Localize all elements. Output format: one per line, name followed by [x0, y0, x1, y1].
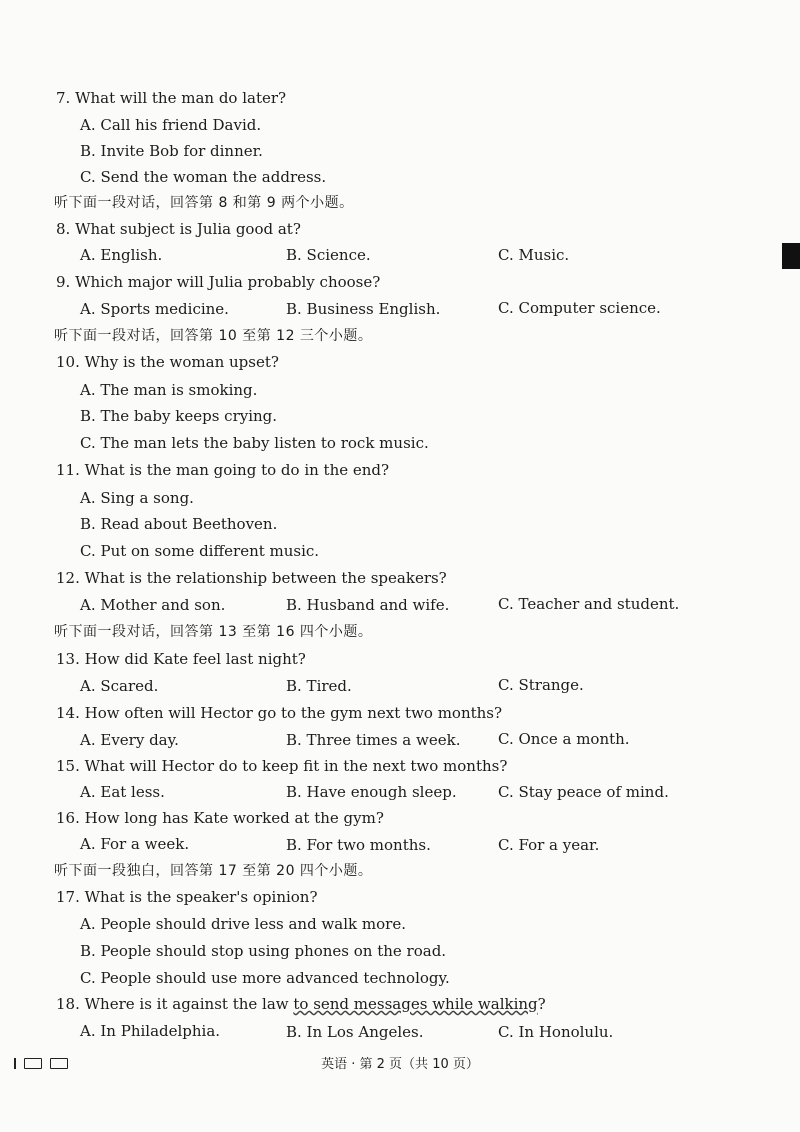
option-16a: A. For a week.	[80, 835, 190, 853]
option-18a: A. In Philadelphia.	[80, 1022, 221, 1040]
option-10a: A. The man is smoking.	[80, 381, 258, 399]
option-15c: C. Stay peace of mind.	[498, 783, 669, 801]
option-8b: B. Science.	[286, 246, 371, 264]
option-9b: B. Business English.	[286, 300, 441, 318]
question-14: 14. How often will Hector go to the gym next two months?	[56, 704, 503, 722]
option-14a: A. Every day.	[80, 731, 179, 749]
instruction-q13-q16: 听下面一段对话，回答第 13 至第 16 四个小题。	[54, 624, 373, 640]
option-15a: A. Eat less.	[80, 783, 165, 801]
option-13c: C. Strange.	[498, 676, 584, 694]
question-18-underlined: to send messages while walking	[293, 995, 538, 1013]
question-18	[56, 994, 546, 1014]
option-7c: C. Send the woman the address.	[80, 168, 327, 186]
question-9: 9. Which major will Julia probably choose?	[56, 273, 381, 291]
option-16c: C. For a year.	[498, 836, 600, 854]
question-16: 16. How long has Kate worked at the gym?	[56, 809, 384, 827]
question-10: 10. Why is the woman upset?	[56, 353, 279, 371]
option-11c: C. Put on some different music.	[80, 542, 320, 560]
option-17c: C. People should use more advanced technology.	[80, 969, 450, 987]
option-12a: A. Mother and son.	[80, 596, 226, 614]
option-13b: B. Tired.	[286, 677, 352, 695]
question-8: 8. What subject is Julia good at?	[56, 220, 301, 238]
option-17b: B. People should stop using phones on the road.	[80, 942, 447, 960]
instruction-q10-q12: 听下面一段对话，回答第 10 至第 12 三个小题。	[54, 328, 373, 344]
option-7a: A. Call his friend David.	[80, 116, 262, 134]
option-9a: A. Sports medicine.	[80, 300, 229, 318]
question-11: 11. What is the man going to do in the end?	[56, 461, 390, 479]
option-11a: A. Sing a song.	[80, 489, 194, 507]
option-10b: B. The baby keeps crying.	[80, 407, 278, 425]
instruction-q17-q20: 听下面一段独白，回答第 17 至第 20 四个小题。	[54, 863, 373, 879]
option-8c: C. Music.	[498, 246, 570, 264]
question-7: 7. What will the man do later?	[56, 89, 287, 107]
option-17a: A. People should drive less and walk more.	[80, 915, 406, 933]
page-footer: 英语 · 第 2 页（共 10 页）	[321, 1057, 479, 1072]
page-edge-marker	[782, 243, 800, 269]
question-13: 13. How did Kate feel last night?	[56, 650, 306, 668]
instruction-q8-q9: 听下面一段对话，回答第 8 和第 9 两个小题。	[54, 195, 354, 211]
option-10c: C. The man lets the baby listen to rock music.	[80, 434, 429, 452]
option-18b: B. In Los Angeles.	[286, 1023, 424, 1041]
option-11b: B. Read about Beethoven.	[80, 515, 278, 533]
question-17: 17. What is the speaker's opinion?	[56, 888, 318, 906]
option-15b: B. Have enough sleep.	[286, 783, 457, 801]
option-14c: C. Once a month.	[498, 730, 630, 748]
option-12b: B. Husband and wife.	[286, 596, 450, 614]
option-13a: A. Scared.	[80, 677, 159, 695]
option-7b: B. Invite Bob for dinner.	[80, 142, 263, 160]
option-18c: C. In Honolulu.	[498, 1023, 614, 1041]
option-16b: B. For two months.	[286, 836, 431, 854]
question-15: 15. What will Hector do to keep fit in the next two months?	[56, 757, 508, 775]
option-8a: A. English.	[80, 246, 163, 264]
option-9c: C. Computer science.	[498, 299, 661, 317]
option-14b: B. Three times a week.	[286, 731, 461, 749]
question-18-text: 18. Where is it against the law	[56, 995, 294, 1013]
question-12: 12. What is the relationship between the speakers?	[56, 569, 447, 587]
option-12c: C. Teacher and student.	[498, 595, 680, 613]
question-18-end: ?	[537, 995, 546, 1013]
